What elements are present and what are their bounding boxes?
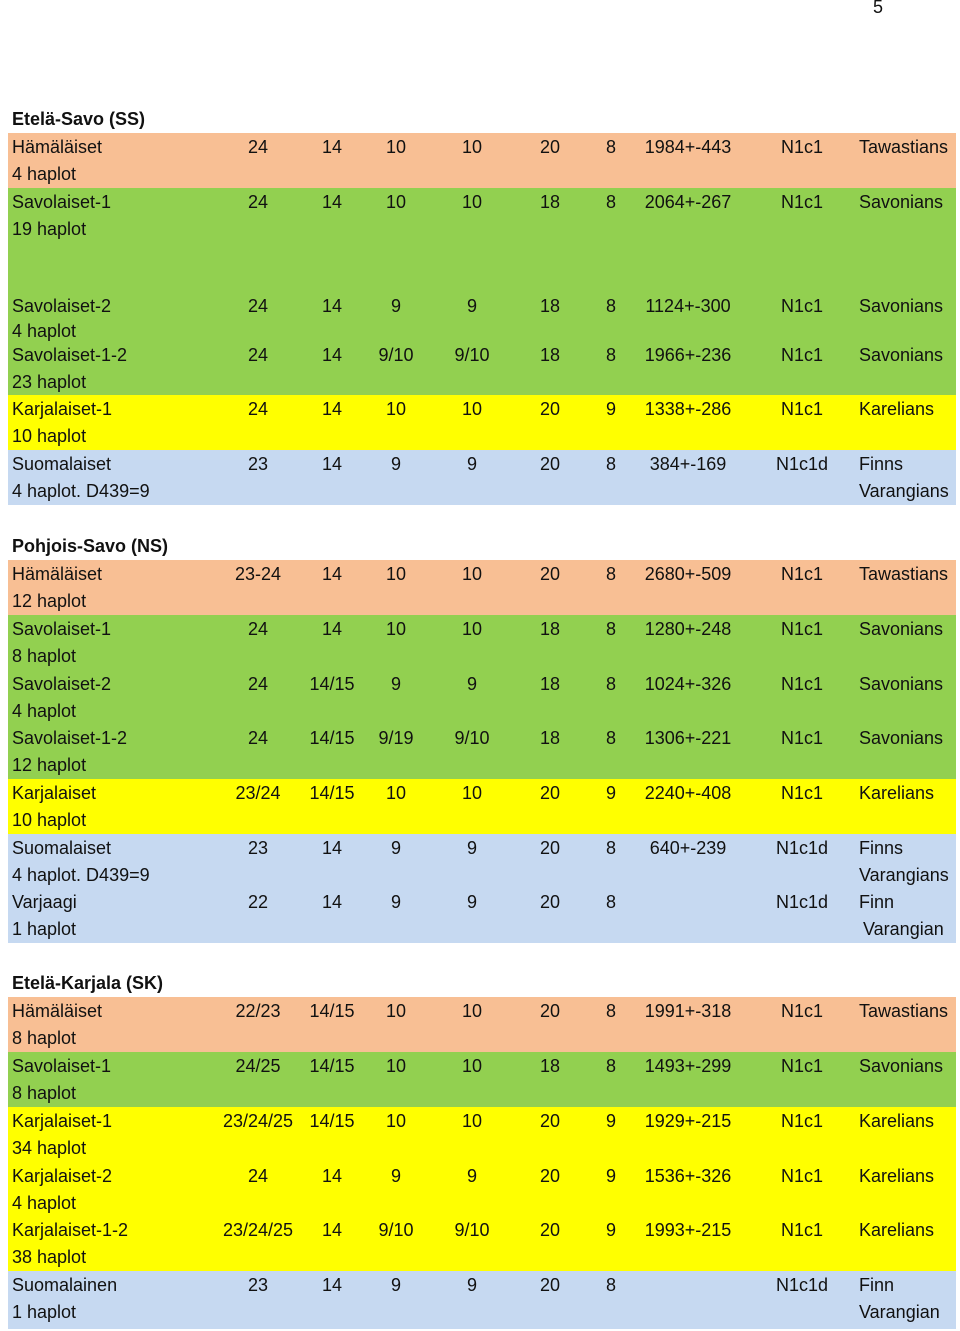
marker-value: 14/15: [309, 1056, 355, 1076]
marker-value: 14/15: [309, 1111, 355, 1131]
haplot-count: 10 haplot: [12, 426, 87, 446]
marker-value: 14: [321, 838, 343, 858]
marker-value: 22: [247, 892, 269, 912]
population-name: Hämäläiset: [12, 137, 103, 157]
marker-value: 8: [605, 838, 616, 858]
marker-value: 9: [390, 838, 401, 858]
marker-value: 9: [466, 454, 477, 474]
population-name: Suomalainen: [12, 1275, 118, 1295]
haplogroup: N1c1: [780, 137, 824, 157]
group-label: Savonians: [859, 345, 944, 365]
marker-value: 14/15: [309, 728, 355, 748]
marker-value: 10: [385, 1111, 407, 1131]
marker-value: 10: [461, 564, 483, 584]
marker-value: 9: [466, 296, 477, 316]
marker-value: 10: [461, 399, 483, 419]
haplot-count: 34 haplot: [12, 1138, 87, 1158]
haplogroup: N1c1: [780, 674, 824, 694]
marker-value: 9: [390, 892, 401, 912]
marker-value: 9/19: [378, 728, 414, 748]
marker-value: 22/23: [235, 1001, 281, 1021]
marker-value: 20: [539, 399, 561, 419]
marker-value: 9: [390, 454, 401, 474]
marker-value: 10: [461, 192, 483, 212]
marker-value: 9/10: [454, 345, 490, 365]
haplogroup: N1c1: [780, 1220, 824, 1240]
age-estimate: 2240+-408: [644, 783, 732, 803]
haplot-count: 4 haplot: [12, 321, 77, 341]
marker-value: 23: [247, 838, 269, 858]
marker-value: 8: [605, 137, 616, 157]
marker-value: 9/10: [454, 728, 490, 748]
haplogroup: N1c1: [780, 564, 824, 584]
haplot-count: 38 haplot: [12, 1247, 87, 1267]
haplogroup: N1c1: [780, 192, 824, 212]
marker-value: 8: [605, 564, 616, 584]
marker-value: 9: [390, 1166, 401, 1186]
marker-value: 23/24: [235, 783, 281, 803]
marker-value: 24/25: [235, 1056, 281, 1076]
marker-value: 8: [605, 1275, 616, 1295]
marker-value: 8: [605, 892, 616, 912]
marker-value: 24: [247, 619, 269, 639]
haplot-count: 4 haplot: [12, 701, 77, 721]
group-label: Finn: [859, 1275, 895, 1295]
marker-value: 14/15: [309, 783, 355, 803]
marker-value: 24: [247, 345, 269, 365]
group-label: Finns: [859, 838, 904, 858]
marker-value: 9: [466, 838, 477, 858]
marker-value: 23: [247, 1275, 269, 1295]
haplogroup: N1c1: [780, 1166, 824, 1186]
marker-value: 10: [461, 1001, 483, 1021]
marker-value: 20: [539, 1275, 561, 1295]
population-name: Karjalaiset-1: [12, 399, 113, 419]
marker-value: 20: [539, 1001, 561, 1021]
marker-value: 9: [390, 674, 401, 694]
population-name: Savolaiset-2: [12, 296, 112, 316]
marker-value: 23-24: [234, 564, 282, 584]
marker-value: 23: [247, 454, 269, 474]
marker-value: 9: [466, 674, 477, 694]
group-label-secondary: Varangians: [859, 865, 949, 885]
haplogroup: N1c1: [780, 619, 824, 639]
haplogroup: N1c1d: [775, 454, 829, 474]
group-label: Karelians: [859, 1220, 935, 1240]
group-label: Finn: [859, 892, 895, 912]
population-name: Savolaiset-1-2: [12, 345, 128, 365]
marker-value: 14: [321, 345, 343, 365]
marker-value: 9: [605, 399, 616, 419]
age-estimate: 1991+-318: [644, 1001, 732, 1021]
group-label: Savonians: [859, 728, 944, 748]
marker-value: 24: [247, 728, 269, 748]
haplot-count: 4 haplot: [12, 164, 77, 184]
age-estimate: 1306+-221: [644, 728, 732, 748]
group-label: Savonians: [859, 192, 944, 212]
marker-value: 20: [539, 1220, 561, 1240]
age-estimate: 384+-169: [649, 454, 727, 474]
population-name: Varjaagi: [12, 892, 77, 912]
marker-value: 14: [321, 399, 343, 419]
group-label: Savonians: [859, 674, 944, 694]
marker-value: 8: [605, 1001, 616, 1021]
marker-value: 9/10: [378, 1220, 414, 1240]
marker-value: 18: [539, 345, 561, 365]
haplot-count: 8 haplot: [12, 646, 77, 666]
haplot-count: 4 haplot: [12, 1193, 77, 1213]
marker-value: 10: [385, 399, 407, 419]
marker-value: 18: [539, 674, 561, 694]
haplot-count: 10 haplot: [12, 810, 87, 830]
marker-value: 14: [321, 1220, 343, 1240]
marker-value: 24: [247, 399, 269, 419]
age-estimate: 640+-239: [649, 838, 727, 858]
marker-value: 14: [321, 619, 343, 639]
age-estimate: 1338+-286: [644, 399, 732, 419]
marker-value: 8: [605, 1056, 616, 1076]
haplot-count: 12 haplot: [12, 591, 87, 611]
population-name: Savolaiset-1: [12, 192, 112, 212]
marker-value: 24: [247, 674, 269, 694]
group-label: Finns: [859, 454, 904, 474]
haplogroup: N1c1: [780, 783, 824, 803]
population-name: Savolaiset-2: [12, 674, 112, 694]
haplogroup: N1c1: [780, 345, 824, 365]
haplogroup: N1c1d: [775, 892, 829, 912]
population-name: Suomalaiset: [12, 838, 112, 858]
marker-value: 10: [385, 564, 407, 584]
marker-value: 8: [605, 345, 616, 365]
age-estimate: 1966+-236: [644, 345, 732, 365]
population-name: Suomalaiset: [12, 454, 112, 474]
marker-value: 10: [385, 1001, 407, 1021]
marker-value: 14: [321, 1275, 343, 1295]
group-label: Tawastians: [859, 1001, 949, 1021]
marker-value: 8: [605, 296, 616, 316]
population-name: Hämäläiset: [12, 564, 103, 584]
marker-value: 10: [461, 619, 483, 639]
marker-value: 18: [539, 296, 561, 316]
population-name: Savolaiset-1: [12, 619, 112, 639]
haplot-count: 4 haplot. D439=9: [12, 865, 150, 885]
group-label-secondary: Varangian: [859, 1302, 940, 1322]
haplot-count: 8 haplot: [12, 1028, 77, 1048]
haplogroup: N1c1d: [775, 838, 829, 858]
section-title-etela-karjala: Etelä-Karjala (SK): [12, 973, 164, 993]
marker-value: 8: [605, 619, 616, 639]
age-estimate: 1024+-326: [644, 674, 732, 694]
marker-value: 9: [605, 1111, 616, 1131]
haplogroup: N1c1: [780, 296, 824, 316]
marker-value: 14: [321, 892, 343, 912]
marker-value: 18: [539, 192, 561, 212]
marker-value: 14/15: [309, 1001, 355, 1021]
marker-value: 20: [539, 454, 561, 474]
marker-value: 10: [385, 192, 407, 212]
group-label: Tawastians: [859, 137, 949, 157]
marker-value: 8: [605, 192, 616, 212]
marker-value: 9: [466, 1275, 477, 1295]
marker-value: 8: [605, 454, 616, 474]
group-label-secondary: Varangians: [859, 481, 949, 501]
group-label: Savonians: [859, 1056, 944, 1076]
haplot-count: 19 haplot: [12, 219, 87, 239]
age-estimate: 1124+-300: [645, 296, 731, 316]
haplot-count: 1 haplot: [12, 1302, 77, 1322]
group-label: Savonians: [859, 296, 944, 316]
population-name: Karjalaiset-2: [12, 1166, 113, 1186]
population-name: Karjalaiset-1: [12, 1111, 113, 1131]
haplot-count: 8 haplot: [12, 1083, 77, 1103]
age-estimate: 2680+-509: [644, 564, 732, 584]
haplogroup: N1c1: [780, 1056, 824, 1076]
population-name: Karjalaiset-1-2: [12, 1220, 129, 1240]
marker-value: 9: [390, 296, 401, 316]
marker-value: 9: [605, 1220, 616, 1240]
marker-value: 23/24/25: [222, 1220, 294, 1240]
marker-value: 20: [539, 137, 561, 157]
marker-value: 20: [539, 564, 561, 584]
population-name: Hämäläiset: [12, 1001, 103, 1021]
age-estimate: 1493+-299: [644, 1056, 732, 1076]
marker-value: 24: [247, 137, 269, 157]
marker-value: 9: [466, 1166, 477, 1186]
marker-value: 18: [539, 1056, 561, 1076]
marker-value: 14: [321, 1166, 343, 1186]
marker-value: 10: [385, 619, 407, 639]
group-label: Karelians: [859, 1111, 935, 1131]
marker-value: 10: [385, 137, 407, 157]
marker-value: 18: [539, 728, 561, 748]
age-estimate: 1280+-248: [644, 619, 732, 639]
haplogroup: N1c1d: [775, 1275, 829, 1295]
marker-value: 9/10: [454, 1220, 490, 1240]
marker-value: 9: [605, 1166, 616, 1186]
marker-value: 10: [385, 1056, 407, 1076]
age-estimate: 2064+-267: [644, 192, 732, 212]
page-number: 5: [873, 0, 884, 17]
marker-value: 10: [461, 1056, 483, 1076]
marker-value: 20: [539, 892, 561, 912]
group-label: Karelians: [859, 783, 935, 803]
group-label: Karelians: [859, 399, 935, 419]
marker-value: 20: [539, 1166, 561, 1186]
marker-value: 20: [539, 783, 561, 803]
marker-value: 9/10: [378, 345, 414, 365]
marker-value: 14: [321, 296, 343, 316]
group-label: Karelians: [859, 1166, 935, 1186]
haplogroup: N1c1: [780, 399, 824, 419]
haplot-count: 4 haplot. D439=9: [12, 481, 150, 501]
marker-value: 14: [321, 564, 343, 584]
age-estimate: 1929+-215: [644, 1111, 732, 1131]
marker-value: 10: [461, 137, 483, 157]
haplogroup: N1c1: [780, 728, 824, 748]
marker-value: 24: [247, 296, 269, 316]
marker-value: 9: [466, 892, 477, 912]
age-estimate: 1984+-443: [644, 137, 732, 157]
section-title-pohjois-savo: Pohjois-Savo (NS): [12, 536, 169, 556]
marker-value: 24: [247, 1166, 269, 1186]
marker-value: 14: [321, 192, 343, 212]
age-estimate: 1993+-215: [644, 1220, 732, 1240]
haplot-count: 1 haplot: [12, 919, 77, 939]
marker-value: 14: [321, 137, 343, 157]
section-title-etela-savo: Etelä-Savo (SS): [12, 109, 146, 129]
haplot-count: 23 haplot: [12, 372, 87, 392]
marker-value: 9: [605, 783, 616, 803]
marker-value: 20: [539, 1111, 561, 1131]
marker-value: 10: [461, 1111, 483, 1131]
haplot-count: 12 haplot: [12, 755, 87, 775]
group-label: Savonians: [859, 619, 944, 639]
marker-value: 14: [321, 454, 343, 474]
marker-value: 24: [247, 192, 269, 212]
age-estimate: 1536+-326: [644, 1166, 732, 1186]
haplogroup: N1c1: [780, 1001, 824, 1021]
marker-value: 18: [539, 619, 561, 639]
marker-value: 10: [461, 783, 483, 803]
marker-value: 9: [390, 1275, 401, 1295]
group-label-secondary: Varangian: [863, 919, 944, 939]
group-label: Tawastians: [859, 564, 949, 584]
marker-value: 14/15: [309, 674, 355, 694]
population-name: Karjalaiset: [12, 783, 97, 803]
marker-value: 10: [385, 783, 407, 803]
marker-value: 8: [605, 728, 616, 748]
population-name: Savolaiset-1: [12, 1056, 112, 1076]
haplogroup: N1c1: [780, 1111, 824, 1131]
marker-value: 23/24/25: [222, 1111, 294, 1131]
population-name: Savolaiset-1-2: [12, 728, 128, 748]
marker-value: 8: [605, 674, 616, 694]
marker-value: 20: [539, 838, 561, 858]
